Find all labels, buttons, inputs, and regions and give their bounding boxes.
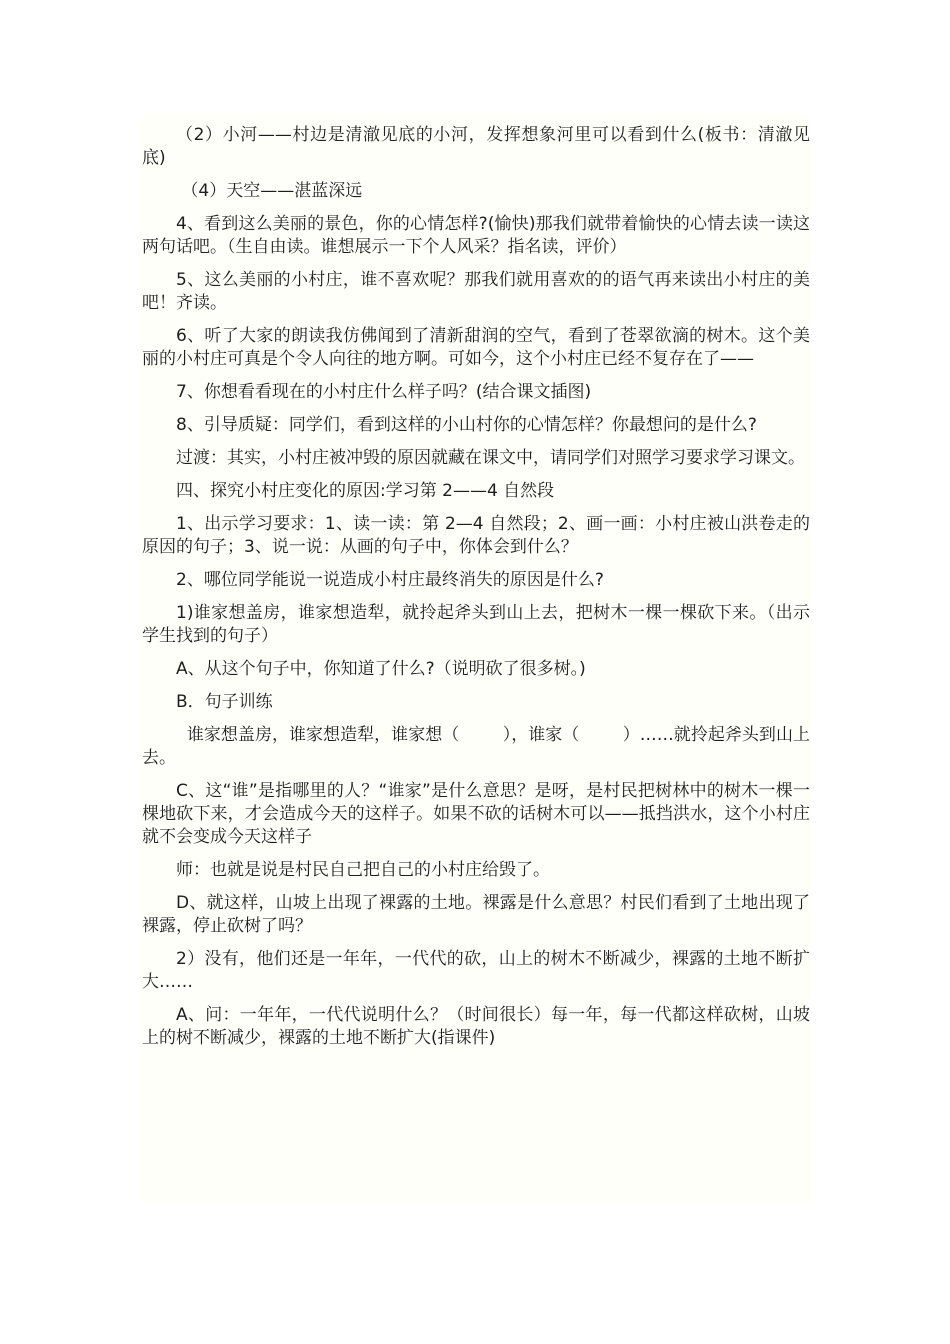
paragraph: 1、出示学习要求：1、读一读：第 2—4 自然段；2、画一画：小村庄被山洪卷走的原因的句子；3、说一说：从画的句子中，你体会到什么？	[142, 514, 810, 557]
paragraph: D、就这样，山坡上出现了裸露的土地。裸露是什么意思？村民们看到了土地出现了裸露，停止砍树了吗？	[142, 893, 810, 936]
paragraph: 1)谁家想盖房，谁家想造犁，就拎起斧头到山上去，把树木一棵一棵砍下来。（出示学生找到的句子）	[142, 603, 810, 646]
paragraph: 谁家想盖房，谁家想造犁，谁家想（ ），谁家（ ）……就拎起斧头到山上去。	[142, 725, 810, 768]
paragraph: 7、你想看看现在的小村庄什么样子吗？(结合课文插图)	[176, 382, 592, 402]
paragraph: 4、看到这么美丽的景色，你的心情怎样?(愉快)那我们就带着愉快的心情去读一读这两句话吧。（生自由读。谁想展示一下个人风采？指名读，评价）	[142, 214, 810, 257]
paragraph: （2）小河——村边是清澈见底的小河，发挥想象河里可以看到什么(板书：清澈见底)	[142, 125, 810, 168]
paragraph: 5、这么美丽的小村庄，谁不喜欢呢？那我们就用喜欢的的语气再来读出小村庄的美吧！齐读。	[142, 270, 810, 313]
paragraph: 2）没有，他们还是一年年，一代代的砍，山上的树木不断减少，裸露的土地不断扩大……	[142, 949, 810, 992]
paragraph: 师：也就是说是村民自己把自己的小村庄给毁了。	[176, 860, 550, 880]
paragraph: A、问：一年年，一代代说明什么？（时间很长）每一年，每一代都这样砍树，山坡上的树不断减少，裸露的土地不断扩大(指课件)	[142, 1005, 810, 1048]
paragraph: 2、哪位同学能说一说造成小村庄最终消失的原因是什么?	[176, 570, 604, 590]
paragraph: 8、引导质疑：同学们，看到这样的小山村你的心情怎样？你最想问的是什么?	[176, 415, 757, 435]
document-text-block	[142, 114, 810, 1202]
paragraph: （4）天空——湛蓝深远	[176, 181, 363, 201]
paragraph: 过渡：其实，小村庄被冲毁的原因就藏在课文中，请同学们对照学习要求学习课文。	[176, 448, 805, 468]
paragraph: B．句子训练	[176, 692, 273, 712]
section-heading: 四、探究小村庄变化的原因:学习第 2——4 自然段	[176, 481, 555, 501]
paragraph: 6、听了大家的朗读我仿佛闻到了清新甜润的空气，看到了苍翠欲滴的树木。这个美丽的小村庄可真是个令人向往的地方啊。可如今，这个小村庄已经不复存在了——	[142, 326, 810, 369]
paragraph: C、这“谁”是指哪里的人？“谁家”是什么意思？是呀，是村民把树林中的树木一棵一棵地砍下来，才会造成今天的这样子。如果不砍的话树木可以——抵挡洪水，这个小村庄就不会变成今天这样子	[142, 781, 810, 847]
paragraph: A、从这个句子中，你知道了什么?（说明砍了很多树。)	[176, 659, 586, 679]
